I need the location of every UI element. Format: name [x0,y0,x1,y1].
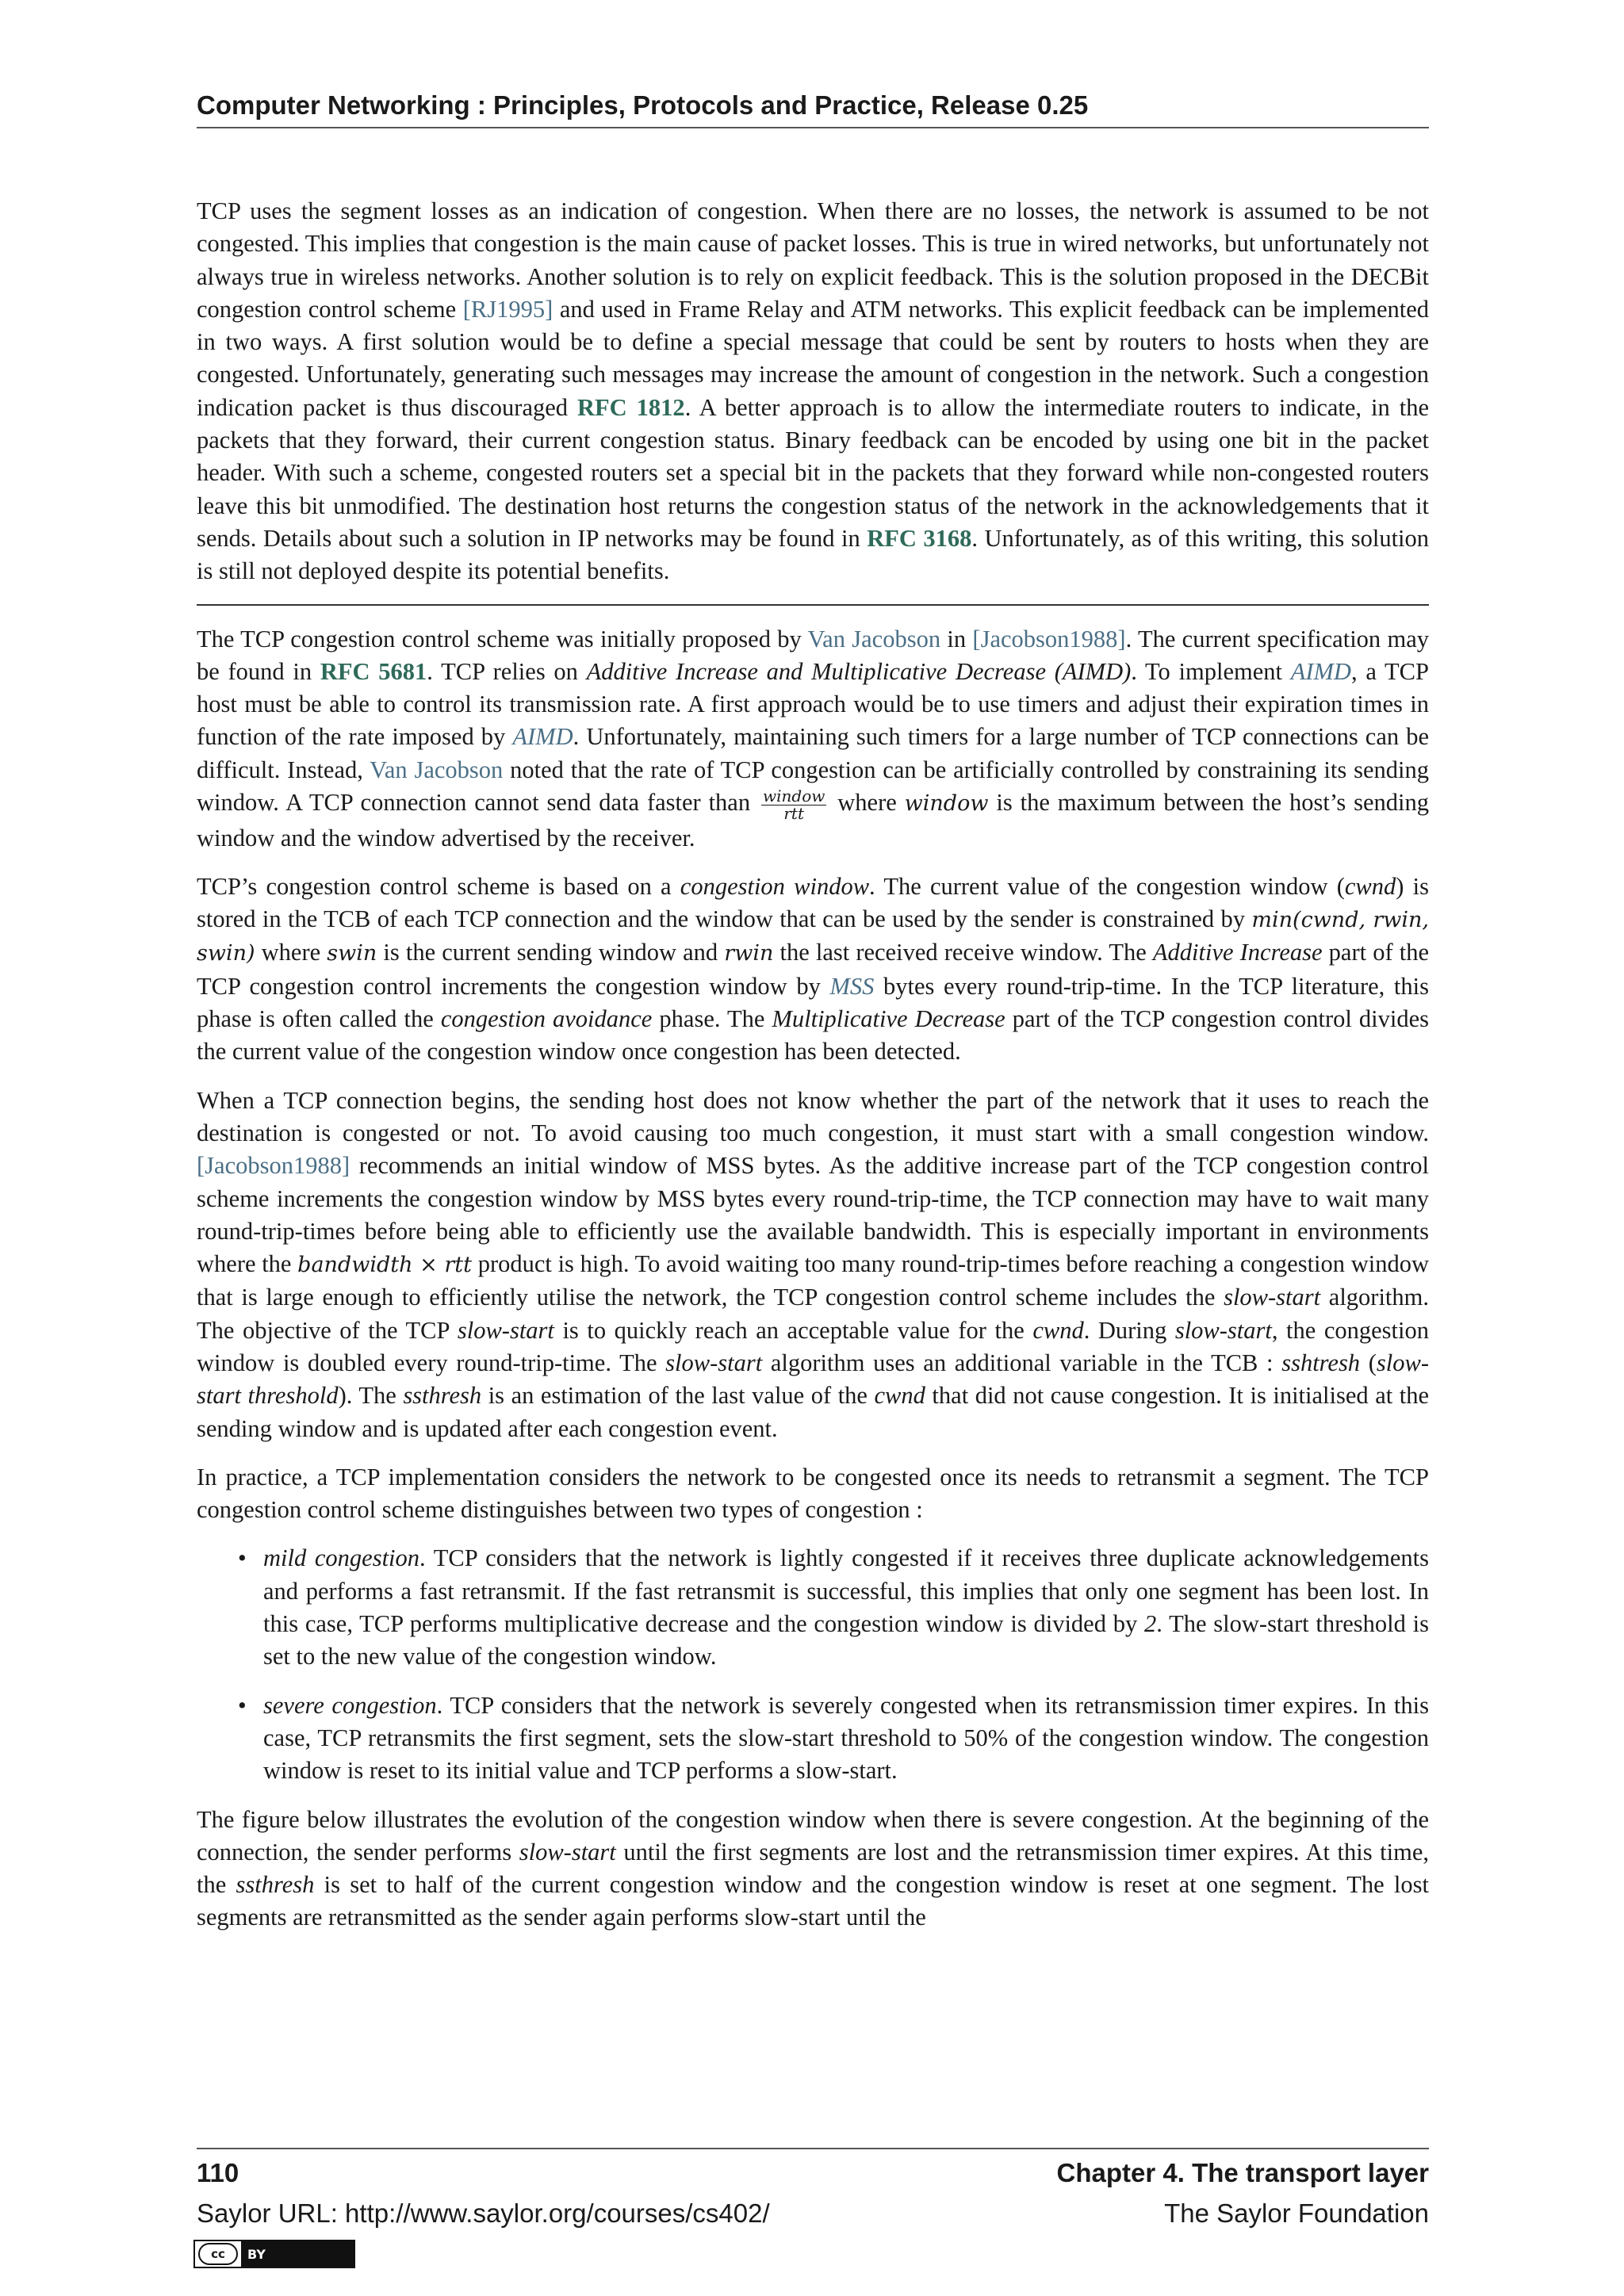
paragraph-slow-start [197,1085,1429,1445]
foundation-name: The Saylor Foundation [1164,2198,1429,2228]
paragraph-tcp-congestion-control [197,623,1429,855]
math-fraction-window-rtt [761,788,826,822]
text-run: . TCP considers that the network is severely congested when its retransmission timer expires. In this case, TCP retransmits the first segment, sets the slow-start threshold to 50% of the congestion window. The congestion window is reset to its initial value and TCP performs a slow-start. [263,1691,1429,1785]
term-ssthresh: ssthresh [403,1382,482,1410]
rfc-link-5681[interactable]: RFC 5681 [320,657,427,685]
term-additive-increase: Additive Increase [1152,939,1323,966]
text-run: that did not cause congestion. It is initialised at the sending window and is updated after each congestion event. [197,1382,1429,1442]
text-run: is the maximum between the host’s sending window and the window advertised by the receiver. [197,789,1429,851]
term-cwnd: cwnd [1344,872,1396,900]
text-run: is an estimation of the last value of the [481,1382,875,1410]
math-window: window [904,791,989,817]
term-slow-start: slow-start [457,1316,554,1344]
text-run: . The slow-start threshold is set to the new value of the congestion window. [263,1610,1429,1670]
paragraph-congestion-types: In practice, a TCP implementation considers the network to be congested once its needs to retransmit a segment. The TCP congestion control scheme distinguishes between two types of congestion : [197,1463,1429,1524]
glossary-link-aimd[interactable]: AIMD [1290,657,1351,685]
rfc-link-3168[interactable]: RFC 3168 [867,524,972,552]
paragraph-figure-intro [197,1804,1429,1934]
term-slow-start: slow-start [665,1349,763,1376]
text-run: phase. The [652,1005,772,1033]
text-run: part of the TCP congestion control increments the congestion window by [197,939,1429,1000]
by-icon: BY [241,2241,354,2267]
text-run: The TCP congestion control scheme was initially proposed by [197,625,808,652]
text-run: . TCP considers that the network is lightly congested if it receives three duplicate acknowledgements and performs a fast retransmit. If the fast retransmit is successful, this implies that only one segment has been lost. In this case, TCP performs multiplicative decrease and the congestion window is divided by [263,1544,1429,1638]
saylor-url[interactable]: Saylor URL: http://www.saylor.org/courses/cs402/ [197,2198,770,2228]
glossary-link-mss[interactable]: MSS [829,972,875,1000]
term-multiplicative-decrease: Multiplicative Decrease [772,1005,1005,1033]
text-run: . The current specification may be found in [197,625,1429,685]
cc-icon: cc [198,2243,238,2265]
page-number: 110 [197,2158,239,2187]
section-divider [197,604,1429,606]
text-run: is to quickly reach an acceptable value for the [553,1316,1033,1344]
text-run: . The current value of the congestion window ( [869,872,1345,900]
text-run: where [255,939,327,966]
text-run: The figure below illustrates the evolution of the congestion window when there is severe congestion. At the beginning of the connection, the sender performs [197,1805,1429,1866]
rfc-link-1812[interactable]: RFC 1812 [577,393,685,421]
text-run: is set to half of the current congestion window and the congestion window is reset at one segment. The lost segments are retransmitted as the sender again performs slow-start until the [197,1871,1429,1931]
bullet-icon: • [238,1544,247,1572]
math-min-function: min(cwnd, rwin, swin) [197,908,1430,966]
text-run: . Unfortunately, maintaining such timers for a large number of TCP connections can be difficult. Instead, [197,723,1429,783]
term-congestion-avoidance: congestion avoidance [440,1005,653,1033]
text-run: . Unfortunately, as of this writing, this solution is still not deployed despite its potential benefits. [197,524,1430,585]
chapter-title: Chapter 4. The transport layer [1056,2158,1429,2187]
link-van-jacobson[interactable]: Van Jacobson [807,625,941,652]
text-run: ) is stored in the TCB of each TCP connection and the window that can be used by the sender is constrained by [197,872,1429,933]
text-run: . A better approach is to allow the intermediate routers to indicate, in the packets that they forward, their current congestion status. Binary feedback can be encoded by using one bit in the packet header. With such a scheme, congested routers set a special bit in the packets that they forward while non-congested routers leave this bit unmodified. The destination host returns the congestion status of the network in the acknowledgements that it sends. Details about such a solution in IP networks may be found in [197,393,1430,552]
text-run: TCP uses the segment losses as an indication of congestion. When there are no losses, the network is assumed to be not congested. This implies that congestion is the main cause of packet losses. This is true in wired networks, but unfortunately not always true in wireless networks. Another solution is to rely on explicit feedback. This is the solution proposed in the DECBit congestion control scheme [197,197,1429,323]
text-run: part of the TCP congestion control divides the current value of the congestion window once congestion has been detected. [197,1005,1430,1066]
term-cwnd: cwnd [874,1382,925,1410]
text-run: bytes every round-trip-time. In the TCP literature, this phase is often called the [197,972,1429,1033]
text-run: until the first segments are lost and the retransmission timer expires. At this time, the [197,1838,1429,1899]
text-run: in [940,625,973,652]
text-run: the last received receive window. The [773,939,1153,966]
paragraph-congestion-window [197,871,1429,1069]
text-run: ( [1360,1349,1377,1376]
term-congestion-window: congestion window [680,872,870,900]
text-run: TCP’s congestion control scheme is based on a [197,872,680,900]
text-run: and used in Frame Relay and ATM networks. This explicit feedback can be implemented in two ways. A first solution would be to define a special message that could be sent by routers to hosts when they are congested. Unfortunately, generating such messages may increase the amount of congestion in the network. Such a congestion indication packet is thus discouraged [197,295,1429,421]
page-header-title: Computer Networking : Principles, Protocols and Practice, Release 0.25 [197,90,1429,128]
term-two: 2 [1144,1610,1157,1638]
text-run: product is high. To avoid waiting too many round-trip-times before reaching a congestion window that is large enough to efficiently utilise the network, the TCP congestion control scheme includes the [197,1250,1429,1311]
term-ssthresh: ssthresh [236,1871,315,1899]
term-cwnd: cwnd [1032,1316,1084,1344]
text-run: ). The [338,1382,404,1410]
glossary-link-aimd[interactable]: AIMD [512,723,573,751]
term-aimd: Additive Increase and Multiplicative Decrease (AIMD) [586,657,1132,685]
paragraph-congestion-feedback [197,195,1429,588]
text-run: noted that the rate of TCP congestion can be artificially controlled by constraining its sending window. A TCP connection cannot send data faster than [197,756,1429,817]
text-run: where [829,789,905,817]
citation-link-jacobson1988[interactable]: [Jacobson1988] [972,625,1126,652]
text-run: algorithm. The objective of the TCP [197,1284,1429,1344]
math-swin: swin [327,941,377,966]
term-mild-congestion: mild congestion [263,1544,420,1572]
term-slow-start: slow-start [1224,1284,1321,1311]
text-run: . To implement [1131,657,1291,685]
math-bandwidth-rtt: bandwidth × rtt [297,1253,473,1278]
citation-link-rj1995[interactable]: [RJ1995] [462,295,553,323]
bullet-icon: • [238,1691,247,1719]
text-run: . TCP relies on [427,657,587,685]
text-run: , a TCP host must be able to control its transmission rate. A first approach would be to use timers and adjust their expiration times in function of the rate imposed by [197,657,1429,751]
creative-commons-by-badge[interactable] [193,2240,355,2268]
fraction-numerator: window [763,786,825,806]
text-run: is the current sending window and [377,939,725,966]
term-slow-start: slow-start [1174,1316,1272,1344]
term-sshtresh: sshtresh [1281,1349,1361,1376]
list-item-mild-congestion [238,1542,1429,1673]
fraction-denominator: rtt [783,803,804,823]
math-rwin: rwin [724,941,774,966]
list-item-severe-congestion [238,1689,1429,1788]
citation-link-jacobson1988[interactable]: [Jacobson1988] [197,1152,350,1180]
term-slow-start: slow-start [519,1838,616,1866]
text-run: , the congestion window is doubled every round-trip-time. The [197,1316,1430,1376]
text-run: When a TCP connection begins, the sending host does not know whether the part of the network that it uses to reach the destination is congested or not. To avoid causing too much congestion, it must start with a small congestion window. [197,1086,1429,1146]
link-van-jacobson[interactable]: Van Jacobson [370,756,504,783]
footer-divider [197,2148,1429,2149]
text-run: recommends an initial window of MSS bytes. As the additive increase part of the TCP congestion control scheme increments the congestion window by MSS bytes every round-trip-time, the TCP connection may have to wait many round-trip-times before being able to efficiently use the available bandwidth. This is especially important in environments where the [197,1152,1429,1278]
term-severe-congestion: severe congestion [263,1691,437,1719]
text-run: algorithm uses an additional variable in the TCB : [762,1349,1282,1376]
main-content [197,195,1429,1934]
term-slow-start-threshold: slow-start threshold [197,1349,1429,1410]
congestion-types-list [197,1542,1429,1787]
text-run: . During [1083,1316,1175,1344]
